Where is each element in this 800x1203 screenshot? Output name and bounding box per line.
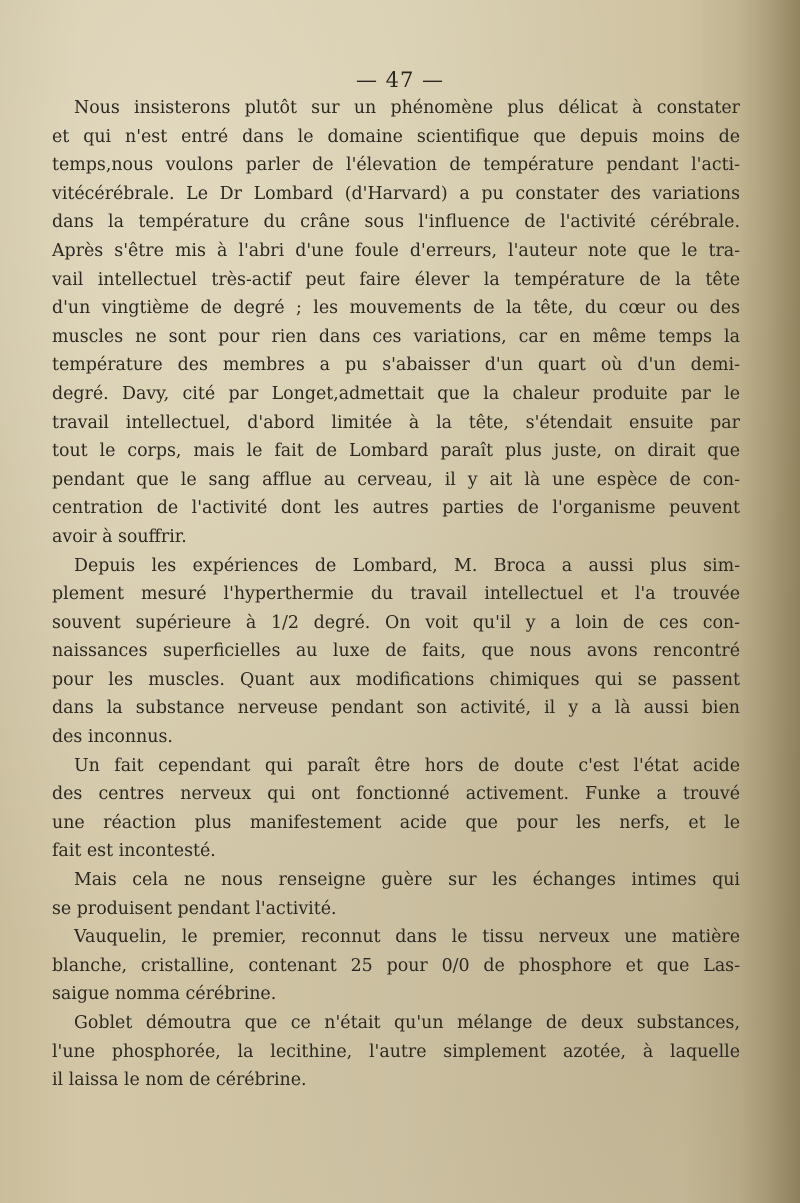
text-line: se produisent pendant l'activité.: [52, 898, 337, 919]
page-number: — 47 —: [355, 68, 445, 92]
paragraph: [52, 552, 740, 752]
text-line: température des membres a pu s'abaisser d'un quart où d'un demi-: [52, 355, 740, 376]
text-line: centration de l'activité dont les autres parties de l'organisme peuvent: [52, 498, 740, 519]
paragraph: [52, 752, 740, 866]
text-line: Après s'être mis à l'abri d'une foule d'erreurs, l'auteur note que le tra-: [52, 240, 740, 261]
text-line: des centres nerveux qui ont fonctionné activement. Funke a trouvé: [52, 784, 740, 805]
text-line: Un fait cependant qui paraît être hors de doute c'est l'état acide: [74, 755, 740, 776]
text-line: degré. Davy, cité par Longet,admettait que la chaleur produite par le: [52, 383, 740, 404]
page-edge-shadow: [740, 0, 800, 1203]
text-line: dans la température du crâne sous l'influence de l'activité cérébrale.: [52, 212, 740, 233]
text-line: l'une phosphorée, la lecithine, l'autre simplement azotée, à laquelle: [52, 1041, 740, 1062]
text-line: Vauquelin, le premier, reconnut dans le tissu nerveux une matière: [74, 927, 740, 948]
text-line: pour les muscles. Quant aux modifications chimiques qui se passent: [52, 669, 740, 690]
text-line: Goblet démoutra que ce n'était qu'un mélange de deux substances,: [74, 1013, 740, 1033]
text-line: dans la substance nerveuse pendant son activité, il y a là aussi bien: [52, 698, 740, 719]
body-text: [52, 94, 740, 1095]
text-line: travail intellectuel, d'abord limitée à la tête, s'étendait ensuite par: [52, 412, 740, 433]
text-line: temps,nous voulons parler de l'élevation de température pendant l'acti-: [52, 155, 740, 176]
paragraph: [52, 923, 740, 1009]
paragraph: [52, 94, 740, 552]
text-line: vail intellectuel très-actif peut faire élever la température de la tête: [52, 269, 740, 290]
text-line: Nous insisterons plutôt sur un phénomène plus délicat à constater: [74, 98, 740, 118]
text-line: avoir à souffrir.: [52, 526, 187, 547]
paragraph: [52, 1009, 740, 1095]
text-line: muscles ne sont pour rien dans ces variations, car en même temps la: [52, 326, 740, 347]
text-line: fait est incontesté.: [52, 841, 216, 862]
text-line: saigue nomma cérébrine.: [52, 984, 277, 1005]
paragraph: [52, 866, 740, 923]
text-line: tout le corps, mais le fait de Lombard paraît plus juste, on dirait que: [52, 441, 740, 462]
text-line: plement mesuré l'hyperthermie du travail intellectuel et l'a trouvée: [52, 584, 740, 605]
text-line: des inconnus.: [52, 727, 173, 748]
text-line: souvent supérieure à 1/2 degré. On voit qu'il y a loin de ces con-: [52, 612, 740, 633]
text-line: vitécérébrale. Le Dr Lombard (d'Harvard) a pu constater des variations: [52, 183, 740, 204]
text-line: il laissa le nom de cérébrine.: [52, 1070, 307, 1091]
text-line: Mais cela ne nous renseigne guère sur les échanges intimes qui: [74, 870, 740, 891]
text-line: pendant que le sang afflue au cerveau, il y ait là une espèce de con-: [52, 469, 740, 490]
text-line: une réaction plus manifestement acide que pour les nerfs, et le: [52, 812, 740, 833]
text-line: naissances superficielles au luxe de faits, que nous avons rencontré: [52, 641, 740, 662]
text-line: et qui n'est entré dans le domaine scientifique que depuis moins de: [52, 126, 740, 147]
text-line: Depuis les expériences de Lombard, M. Broca a aussi plus sim-: [74, 555, 740, 576]
text-line: d'un vingtième de degré ; les mouvements de la tête, du cœur ou des: [52, 298, 740, 319]
text-line: blanche, cristalline, contenant 25 pour 0/0 de phosphore et que Las-: [52, 955, 740, 976]
